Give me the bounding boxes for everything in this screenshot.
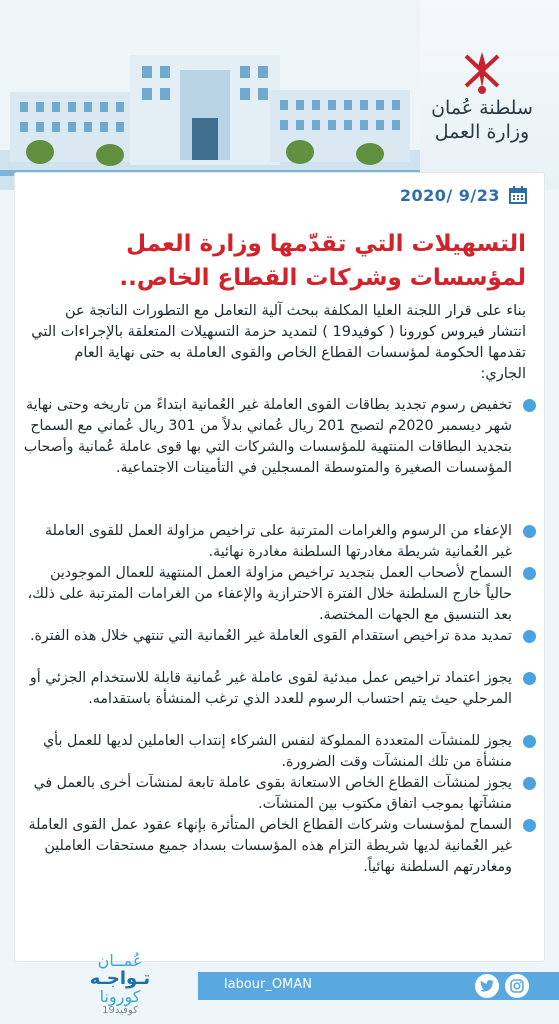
campaign-line-1: عُمــان bbox=[97, 951, 143, 970]
bullet-icon bbox=[523, 777, 536, 790]
twitter-icon[interactable] bbox=[475, 974, 499, 998]
bullet-icon bbox=[523, 819, 536, 832]
list-item bbox=[22, 773, 536, 815]
bullet-icon bbox=[523, 672, 536, 685]
social-icons bbox=[475, 974, 529, 998]
list-item bbox=[22, 395, 536, 521]
announcement-card bbox=[14, 172, 545, 962]
footer bbox=[0, 951, 559, 1024]
ministry-building-image bbox=[0, 0, 420, 190]
list-item-text: يجوز اعتماد تراخيص عمل مبدئية لقوى عاملة غير عُمانية قابلة للاستخدام الجزئي أو المرحلي حيث يتم احتساب الرسوم للعدد الذي ترغب المنشأة باستقدامه. bbox=[29, 670, 512, 707]
list-item bbox=[22, 731, 536, 773]
campaign-logo bbox=[60, 952, 180, 1017]
campaign-line-3: كورونا bbox=[99, 987, 141, 1006]
list-item bbox=[22, 626, 536, 668]
logo-text-line-2: وزارة العمل bbox=[434, 121, 530, 143]
list-item-text: الإعفاء من الرسوم والغرامات المترتبة على تراخيص مزاولة العمل للقوى العاملة غير العُمانية شريطة مغادرتها السلطنة مغادرة نهائية. bbox=[45, 523, 512, 560]
list-item bbox=[22, 815, 536, 878]
list-item bbox=[22, 668, 536, 731]
page-title: التسهيلات التي تقدّمها وزارة العمل لمؤسسات وشركات القطاع الخاص.. bbox=[119, 231, 526, 291]
date-row bbox=[400, 185, 528, 205]
bullet-icon bbox=[523, 735, 536, 748]
campaign-line-2: تـواجـه bbox=[89, 968, 151, 989]
list-item-text: السماح لأصحاب العمل بتجديد تراخيص مزاولة العمل المنتهية للعمال الموجودين حالياً خارج السلطنة خلال الفترة الاحترازية والإعفاء من الغرامات المترتبة على ذلك، بعد التنسيق مع الجهات المختصة. bbox=[27, 565, 512, 623]
list-item-text: يجوز للمنشآت المتعددة المملوكة لنفس الشركاء إنتداب العاملين لديها للعمل بأي منشأة من تلك المنشآت وقت الضرورة. bbox=[43, 733, 512, 770]
facilities-list bbox=[22, 395, 536, 878]
bullet-icon bbox=[523, 567, 536, 580]
social-handle[interactable]: labour_OMAN bbox=[224, 977, 312, 992]
date-text: 2020/ 9/23 bbox=[399, 185, 500, 205]
campaign-line-4: كوفيد19 bbox=[102, 1005, 138, 1016]
list-item-text: تخفيض رسوم تجديد بطاقات القوى العاملة غير العُمانية ابتداءً من تاريخه وحتى نهاية شهر ديسمبر 2020م لتصبح 201 ريال عُماني بدلاً من 301 ريال عُماني مع السماح بتجديد البطاقات المنتهية للمؤسسات والشركات التي بها قوى عاملة عُمانية وأصحاب المؤسسات الصغيرة والمتوسطة المسجلين في التأمينات الاجتماعية. bbox=[23, 397, 512, 476]
instagram-icon[interactable] bbox=[505, 974, 529, 998]
ministry-logo bbox=[427, 48, 537, 158]
bullet-icon bbox=[523, 630, 536, 643]
list-item-text: يجوز لمنشآت القطاع الخاص الاستعانة بقوى عاملة تابعة لمنشآت أخرى بالعمل في منشآتها بموجب اتفاق مكتوب بين المنشآت. bbox=[33, 775, 512, 812]
header-banner bbox=[0, 0, 559, 190]
intro-paragraph: بناء على قرار اللجنة العليا المكلفة ببحث آلية التعامل مع التطورات الناتجة عن انتشار فيروس كورونا ( كوفيد19 ) لتمديد حزمة التسهيلات المتعلقة بالإجراءات التي تقدمها الحكومة لمؤسسات القطاع الخاص والقوى العاملة به حتى نهاية العام الجاري: bbox=[31, 303, 526, 382]
bullet-icon bbox=[523, 399, 536, 412]
bullet-icon bbox=[523, 525, 536, 538]
list-item bbox=[22, 521, 536, 563]
calendar-icon bbox=[508, 185, 528, 205]
logo-text-line-1: سلطنة عُمان bbox=[431, 97, 533, 119]
list-item bbox=[22, 563, 536, 626]
list-item-text: السماح لمؤسسات وشركات القطاع الخاص المتأثرة بإنهاء عقود عمل القوى العاملة غير العُمانية لديها شريطة التزام هذه المؤسسات بسداد جميع مستحقات العاملين ومغادرتهم السلطنة نهائياً. bbox=[28, 817, 512, 875]
list-item-text: تمديد مدة تراخيص استقدام القوى العاملة غير العُمانية التي تنتهي خلال هذه الفترة. bbox=[29, 628, 512, 644]
khanjar-emblem-icon bbox=[460, 48, 504, 96]
